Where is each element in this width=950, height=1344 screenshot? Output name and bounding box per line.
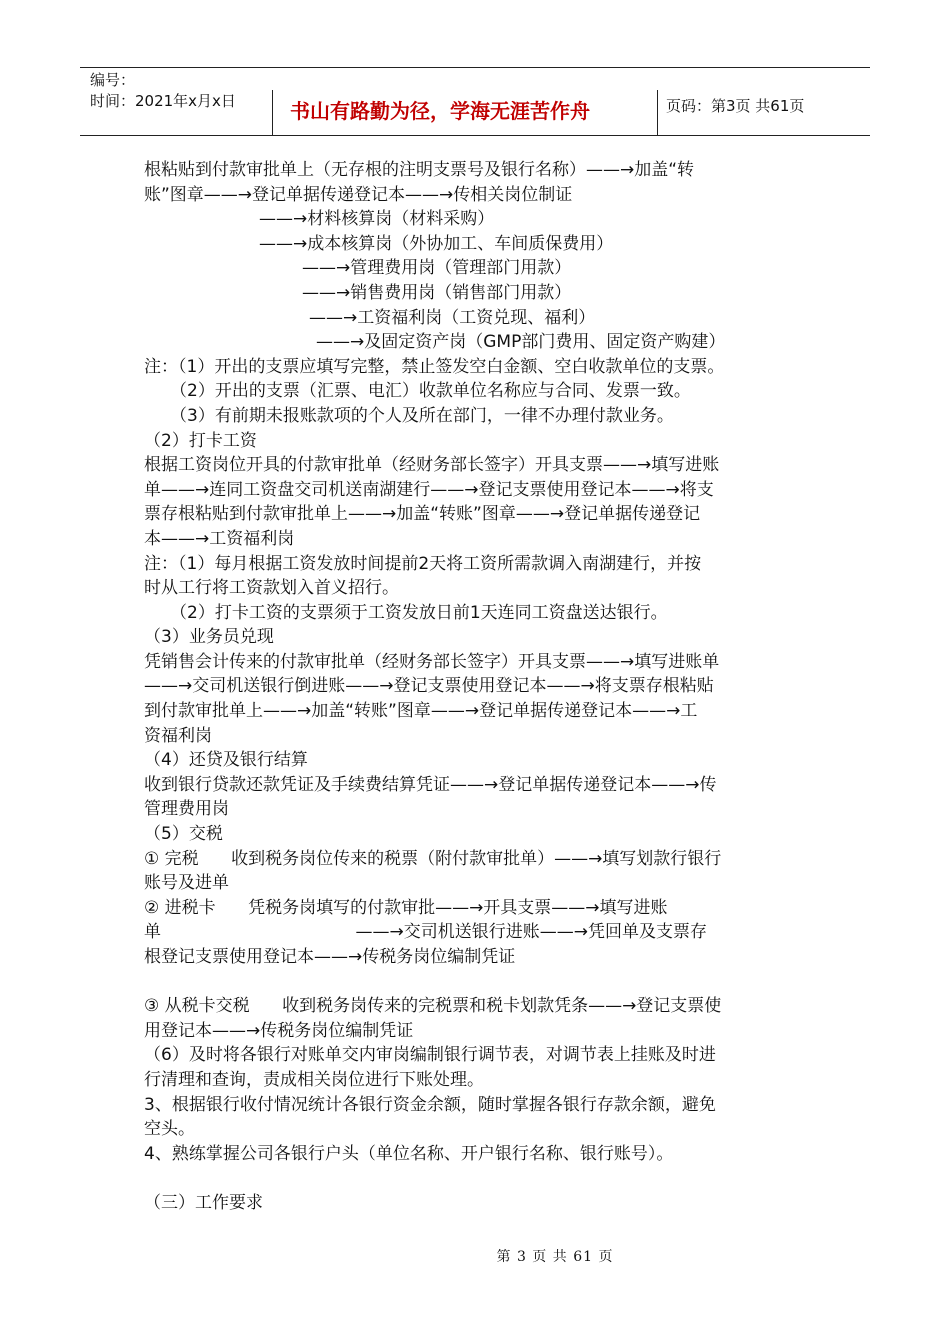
body-line: ——→管理费用岗（管理部门用款）	[302, 258, 572, 279]
body-line: ——→成本核算岗（外协加工、车间质保费用）	[259, 233, 614, 254]
header-motto: 书山有路勤为径，学海无涯苦作舟	[290, 99, 590, 123]
body-line: （2）打卡工资的支票须于工资发放日前1天连同工资盘送达银行。	[170, 602, 668, 623]
body-line: ——→工资福利岗（工资兑现、福利）	[309, 307, 596, 328]
body-line: ——→材料核算岗（材料采购）	[259, 209, 495, 230]
body-line: ② 进税卡 凭税务岗填写的付款审批——→开具支票——→填写进账	[144, 897, 668, 918]
body-line: 3、根据银行收付情况统计各银行资金余额，随时掌握各银行存款余额，避免	[144, 1094, 716, 1115]
header-page-info: 页码：第3页 共61页	[666, 97, 805, 115]
body-line: 本——→工资福利岗	[144, 528, 295, 549]
body-line: 单 ——→交司机送银行进账——→凭回单及支票存	[144, 922, 708, 943]
header-divider-right	[657, 90, 658, 135]
body-line: 4、熟练掌握公司各银行户头（单位名称、开户银行名称、银行账号）。	[144, 1143, 674, 1164]
body-line: （三）工作要求	[144, 1192, 263, 1213]
body-line: 凭销售会计传来的付款审批单（经财务部长签字）开具支票——→填写进账单	[144, 651, 720, 672]
document-body	[144, 158, 804, 1216]
body-line: 注：（1）开出的支票应填写完整，禁止签发空白金额、空白收款单位的支票。	[144, 356, 725, 377]
body-line: （3）业务员兑现	[144, 627, 274, 648]
body-line: 注：（1）每月根据工资发放时间提前2天将工资所需款调入南湖建行，并按	[144, 553, 702, 574]
body-line	[144, 970, 804, 995]
body-line: ① 完税 收到税务岗位传来的税票（附付款审批单）——→填写划款行银行	[144, 848, 722, 869]
body-line: （3）有前期未报账款项的个人及所在部门，一律不办理付款业务。	[170, 405, 674, 426]
body-line: 收到银行贷款还款凭证及手续费结算凭证——→登记单据传递登记本——→传	[144, 774, 717, 795]
body-line: ——→销售费用岗（销售部门用款）	[302, 282, 572, 303]
body-line: 管理费用岗	[144, 799, 229, 820]
body-line: （2）打卡工资	[144, 430, 257, 451]
body-line: ——→交司机送银行倒进账——→登记支票使用登记本——→将支票存根粘贴	[144, 676, 714, 697]
body-line: 空头。	[144, 1119, 195, 1140]
body-line: 根粘贴到付款审批单上（无存根的注明支票号及银行名称）——→加盖“转	[144, 160, 695, 180]
body-line: 行清理和查询，责成相关岗位进行下账处理。	[144, 1069, 484, 1090]
body-line: （6）及时将各银行对账单交内审岗编制银行调节表，对调节表上挂账及时进	[144, 1045, 716, 1066]
body-line: （5）交税	[144, 824, 223, 845]
body-line: （2）开出的支票（汇票、电汇）收款单位名称应与合同、发票一致。	[170, 381, 691, 402]
body-line: 账号及进单	[144, 873, 229, 894]
header-number-label: 编号：	[90, 71, 136, 89]
body-line	[144, 1166, 804, 1191]
body-line: 根据工资岗位开具的付款审批单（经财务部长签字）开具支票——→填写进账	[144, 455, 720, 476]
body-line: ——→及固定资产岗（GMP部门费用、固定资产购建）	[316, 332, 726, 353]
body-line: （4）还贷及银行结算	[144, 750, 308, 771]
body-line: 时从工行将工资款划入首义招行。	[144, 578, 399, 599]
body-line: 单——→连同工资盘交司机送南湖建行——→登记支票使用登记本——→将支	[144, 479, 714, 500]
header-bottom-rule	[80, 135, 870, 136]
body-line: 用登记本——→传税务岗位编制凭证	[144, 1020, 414, 1041]
body-line: 资福利岗	[144, 725, 212, 746]
body-line: 根登记支票使用登记本——→传税务岗位编制凭证	[144, 947, 516, 967]
body-line: ③ 从税卡交税 收到税务岗传来的完税票和税卡划款凭条——→登记支票使	[144, 996, 722, 1017]
body-line: 到付款审批单上——→加盖“转账”图章——→登记单据传递登记本——→工	[144, 701, 698, 722]
body-line: 账”图章——→登记单据传递登记本——→传相关岗位制证	[144, 184, 573, 205]
header-top-rule	[80, 67, 870, 68]
header-divider-left	[272, 90, 273, 135]
page-footer: 第 3 页 共 61 页	[496, 1249, 614, 1265]
body-line: 票存根粘贴到付款审批单上——→加盖“转账”图章——→登记单据传递登记	[144, 504, 701, 525]
header-time-label: 时间：2021年x月x日	[90, 92, 236, 110]
